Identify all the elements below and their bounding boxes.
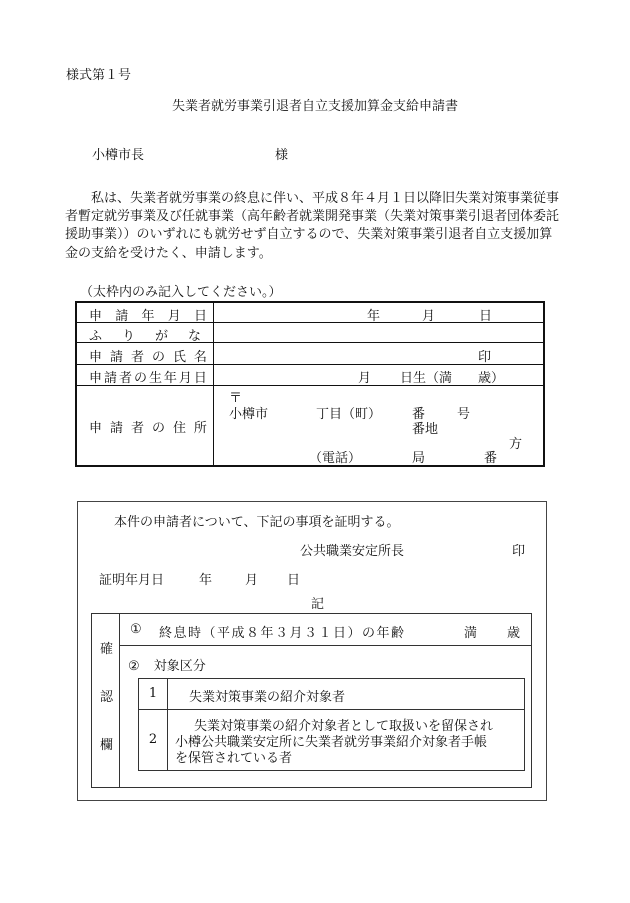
field-application-date[interactable] [214, 303, 543, 322]
label-char: 申 [89, 350, 103, 365]
label-char: 日 [193, 371, 207, 386]
phone-label: （電話） [309, 451, 362, 466]
cert-month-unit: 月 [245, 573, 259, 588]
instruction-note: （太枠内のみ記入してください。） [80, 285, 282, 300]
day-unit: 日 [479, 309, 493, 324]
kata-label: 方 [509, 437, 523, 452]
row-birthdate [77, 365, 543, 386]
item-target-category [128, 655, 206, 674]
office-seal-mark: 印 [512, 544, 526, 559]
cert-day-unit: 日 [287, 573, 301, 588]
birth-day-unit: 日生（満 [400, 371, 453, 386]
label-application-date [89, 305, 207, 324]
category-number: 1 [139, 679, 168, 709]
addressee [92, 144, 289, 163]
label-char: な [187, 329, 201, 344]
label-char: 者 [130, 421, 144, 436]
chome-label: 丁目（町） [316, 407, 382, 422]
category-text-line: 失業対策事業の紹介対象者として取扱いを留保され [194, 719, 494, 734]
year-unit: 年 [367, 309, 381, 324]
statement-line: 援助事業））のいずれにも就労せず自立するので、失業対策事業引退者自立支援加算 [65, 227, 553, 243]
label-char: 日 [193, 309, 207, 324]
statement-line: 金の支給を受けたく、申請します。 [65, 245, 272, 261]
item1-age-prefix[interactable]: 満 [464, 626, 478, 641]
age-unit: 歳） [478, 371, 505, 386]
category-row[interactable] [139, 679, 524, 710]
label-char: 請 [109, 350, 123, 365]
birth-month-unit: 月 [358, 371, 372, 386]
certification-statement: 本件の申請者について、下記の事項を証明する。 [114, 515, 400, 530]
label-char: 所 [193, 421, 207, 436]
category-row[interactable] [139, 710, 524, 770]
category-table [138, 678, 525, 771]
postal-mark: 〒 [229, 391, 243, 406]
cert-year-unit: 年 [199, 573, 213, 588]
label-char: 請 [103, 371, 117, 386]
row-application-date [77, 303, 543, 323]
label-char: 者 [118, 371, 132, 386]
item1-marker: ① [130, 622, 142, 637]
go-label: 号 [457, 407, 471, 422]
addressee-name: 小樽市長 [92, 148, 145, 163]
field-name[interactable] [214, 343, 543, 364]
label-char: 月 [167, 309, 181, 324]
certification-date-label: 証明年月日 [99, 573, 165, 588]
label-char: 請 [109, 421, 123, 436]
label-char: の [151, 421, 165, 436]
item1-age-suffix: 歳 [507, 626, 521, 641]
row-name [77, 343, 543, 365]
item-age-at-termination [120, 614, 531, 646]
ban-label: 番 [412, 407, 426, 422]
label-char: が [154, 329, 168, 344]
statement-line: 者暫定就労事業及び任就事業（高年齢者就業開発事業（失業対策事業引退者団体委託 [65, 209, 560, 225]
label-char: 年 [163, 371, 177, 386]
category-text-line: を保管されている者 [175, 751, 293, 766]
label-char: ふ [89, 329, 103, 344]
seal-mark: 印 [478, 350, 492, 365]
banchi-label: 番地 [412, 422, 439, 437]
label-char: 者 [130, 350, 144, 365]
ki-label: 記 [311, 597, 325, 612]
label-furigana [89, 325, 201, 344]
label-char: 申 [89, 309, 103, 324]
confirmation-column [92, 614, 120, 787]
label-char: 住 [172, 421, 186, 436]
label-char: り [121, 329, 135, 344]
item2-marker: ② [128, 659, 140, 674]
office-head-label: 公共職業安定所長 [300, 544, 405, 559]
kyoku-label: 局 [412, 451, 426, 466]
row-address [77, 386, 543, 465]
label-char: 生 [148, 371, 162, 386]
label-char: の [133, 371, 147, 386]
item1-text: 終息時（平成８年３月３１日）の年齢 [159, 626, 406, 641]
document-title: 失業者就労事業引退者自立支援加算金支給申請書 [171, 99, 458, 114]
label-char: 申 [89, 421, 103, 436]
application-statement [65, 190, 577, 263]
check-char-1: 確 [100, 642, 114, 657]
label-char: 申 [89, 371, 103, 386]
month-unit: 月 [422, 309, 436, 324]
field-furigana[interactable] [214, 323, 543, 342]
field-birthdate[interactable] [214, 365, 543, 385]
check-char-2: 認 [100, 690, 114, 705]
applicant-table [75, 301, 545, 467]
label-address [89, 417, 207, 436]
label-birthdate [89, 367, 207, 386]
category-text: 失業対策事業の紹介対象者 [189, 690, 346, 705]
addressee-honorific: 様 [275, 148, 289, 163]
label-char: 氏 [172, 350, 186, 365]
form-number: 様式第１号 [66, 68, 132, 83]
item2-text: 対象区分 [153, 659, 206, 674]
city-label: 小樽市 [229, 407, 269, 422]
label-char: の [151, 350, 165, 365]
confirmation-table [91, 613, 532, 788]
label-name [89, 346, 207, 365]
label-char: 名 [193, 350, 207, 365]
label-char: 月 [178, 371, 192, 386]
row-furigana [77, 323, 543, 343]
check-char-3: 欄 [100, 738, 114, 753]
field-address[interactable] [214, 386, 543, 465]
phone-ban-label: 番 [484, 451, 498, 466]
certification-box [77, 501, 547, 801]
category-number: 2 [139, 710, 168, 770]
label-char: 年 [141, 309, 155, 324]
category-text-line: 小樽公共職業安定所に失業者就労事業紹介対象者手帳 [175, 735, 488, 750]
label-char: 請 [115, 309, 129, 324]
statement-line: 私は、失業者就労事業の終息に伴い、平成８年４月１日以降旧失業対策事業従事 [91, 191, 560, 206]
